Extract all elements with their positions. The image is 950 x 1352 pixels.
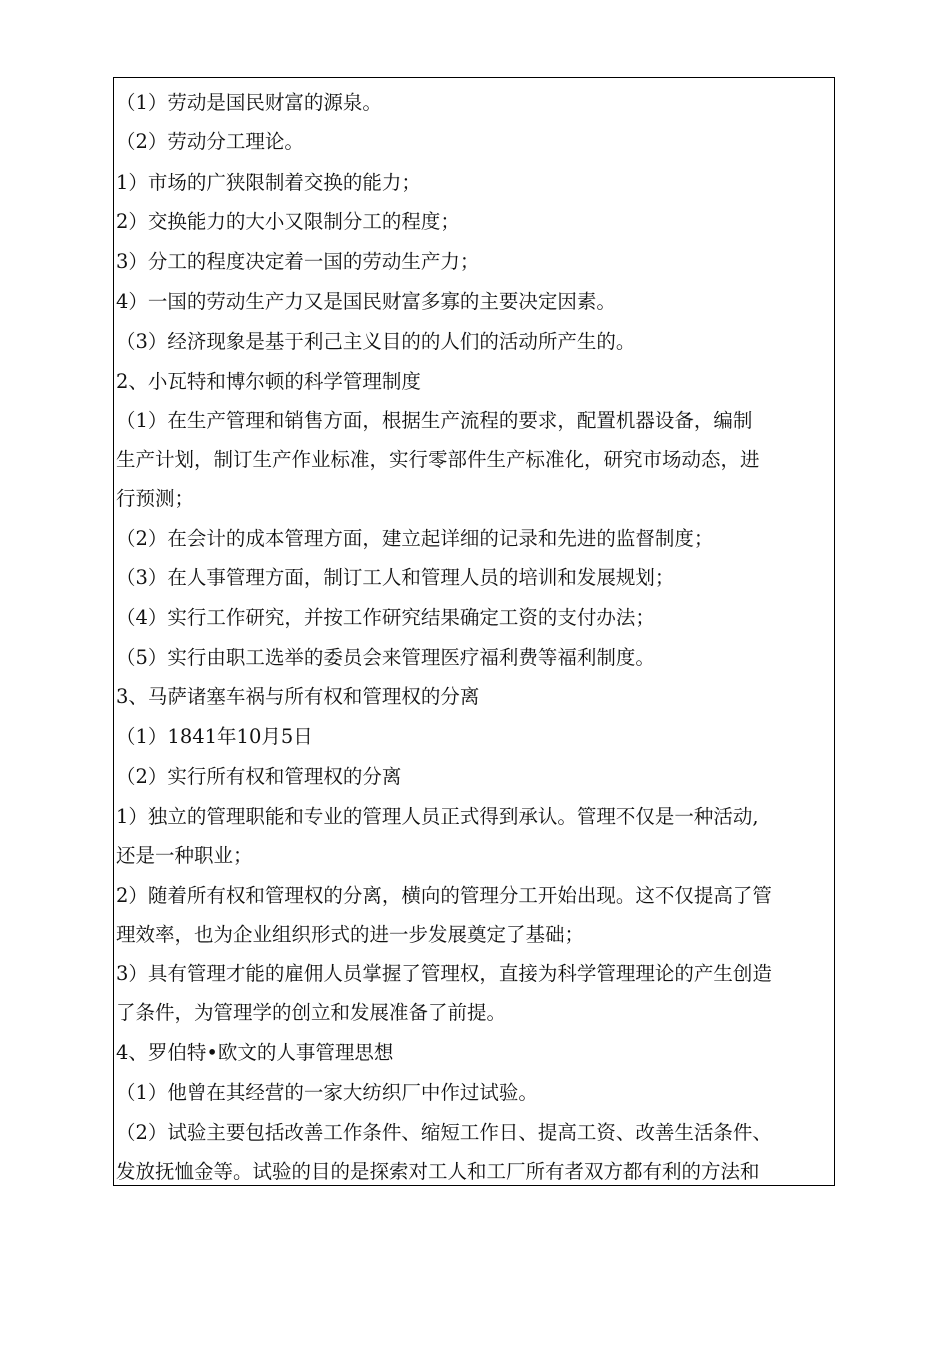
text-line-19: 1）独立的管理职能和专业的管理人员正式得到承认。管理不仅是一种活动, bbox=[116, 805, 759, 828]
text-line-1: （1）劳动是国民财富的源泉。 bbox=[116, 91, 382, 114]
text-line-14: （4）实行工作研究，并按工作研究结果确定工资的支付办法； bbox=[116, 606, 655, 629]
section-heading-2: 2、小瓦特和博尔顿的科学管理制度 bbox=[116, 370, 421, 393]
text-line-22: 理效率，也为企业组织形式的进一步发展奠定了基础； bbox=[116, 923, 585, 946]
text-line-27: （2）试验主要包括改善工作条件、缩短工作日、提高工资、改善生活条件、 bbox=[116, 1121, 772, 1144]
text-line-2: （2）劳动分工理论。 bbox=[116, 130, 304, 153]
text-line-24: 了条件，为管理学的创立和发展准备了前提。 bbox=[116, 1001, 507, 1024]
text-line-23: 3）具有管理才能的雇佣人员掌握了管理权，直接为科学管理理论的产生创造 bbox=[116, 962, 772, 985]
text-line-17: （1）1841年10月5日 bbox=[116, 725, 313, 748]
text-line-21: 2）随着所有权和管理权的分离，横向的管理分工开始出现。这不仅提高了管 bbox=[116, 884, 772, 907]
text-line-26: （1）他曾在其经营的一家大纺织厂中作过试验。 bbox=[116, 1081, 538, 1104]
text-line-13: （3）在人事管理方面，制订工人和管理人员的培训和发展规划； bbox=[116, 566, 675, 589]
text-line-5: 3）分工的程度决定着一国的劳动生产力； bbox=[116, 250, 480, 273]
section-heading-4: 4、罗伯特•欧文的人事管理思想 bbox=[116, 1041, 394, 1064]
text-line-11: 行预测； bbox=[116, 487, 195, 510]
text-line-6: 4）一国的劳动生产力又是国民财富多寡的主要决定因素。 bbox=[116, 290, 616, 313]
text-line-12: （2）在会计的成本管理方面，建立起详细的记录和先进的监督制度； bbox=[116, 527, 714, 550]
section-heading-3: 3、马萨诸塞车祸与所有权和管理权的分离 bbox=[116, 685, 480, 708]
text-line-15: （5）实行由职工选举的委员会来管理医疗福利费等福利制度。 bbox=[116, 646, 655, 669]
text-line-7: （3）经济现象是基于利己主义目的的人们的活动所产生的。 bbox=[116, 330, 636, 353]
text-line-18: （2）实行所有权和管理权的分离 bbox=[116, 765, 402, 788]
text-line-3: 1）市场的广狭限制着交换的能力； bbox=[116, 171, 421, 194]
text-line-20: 还是一种职业； bbox=[116, 844, 253, 867]
text-line-10: 生产计划，制订生产作业标准，实行零部件生产标准化，研究市场动态，进 bbox=[116, 448, 760, 471]
text-line-9: （1）在生产管理和销售方面，根据生产流程的要求，配置机器设备，编制 bbox=[116, 409, 753, 432]
text-line-28: 发放抚恤金等。试验的目的是探索对工人和工厂所有者双方都有利的方法和 bbox=[116, 1160, 760, 1183]
text-line-4: 2）交换能力的大小又限制分工的程度； bbox=[116, 210, 460, 233]
